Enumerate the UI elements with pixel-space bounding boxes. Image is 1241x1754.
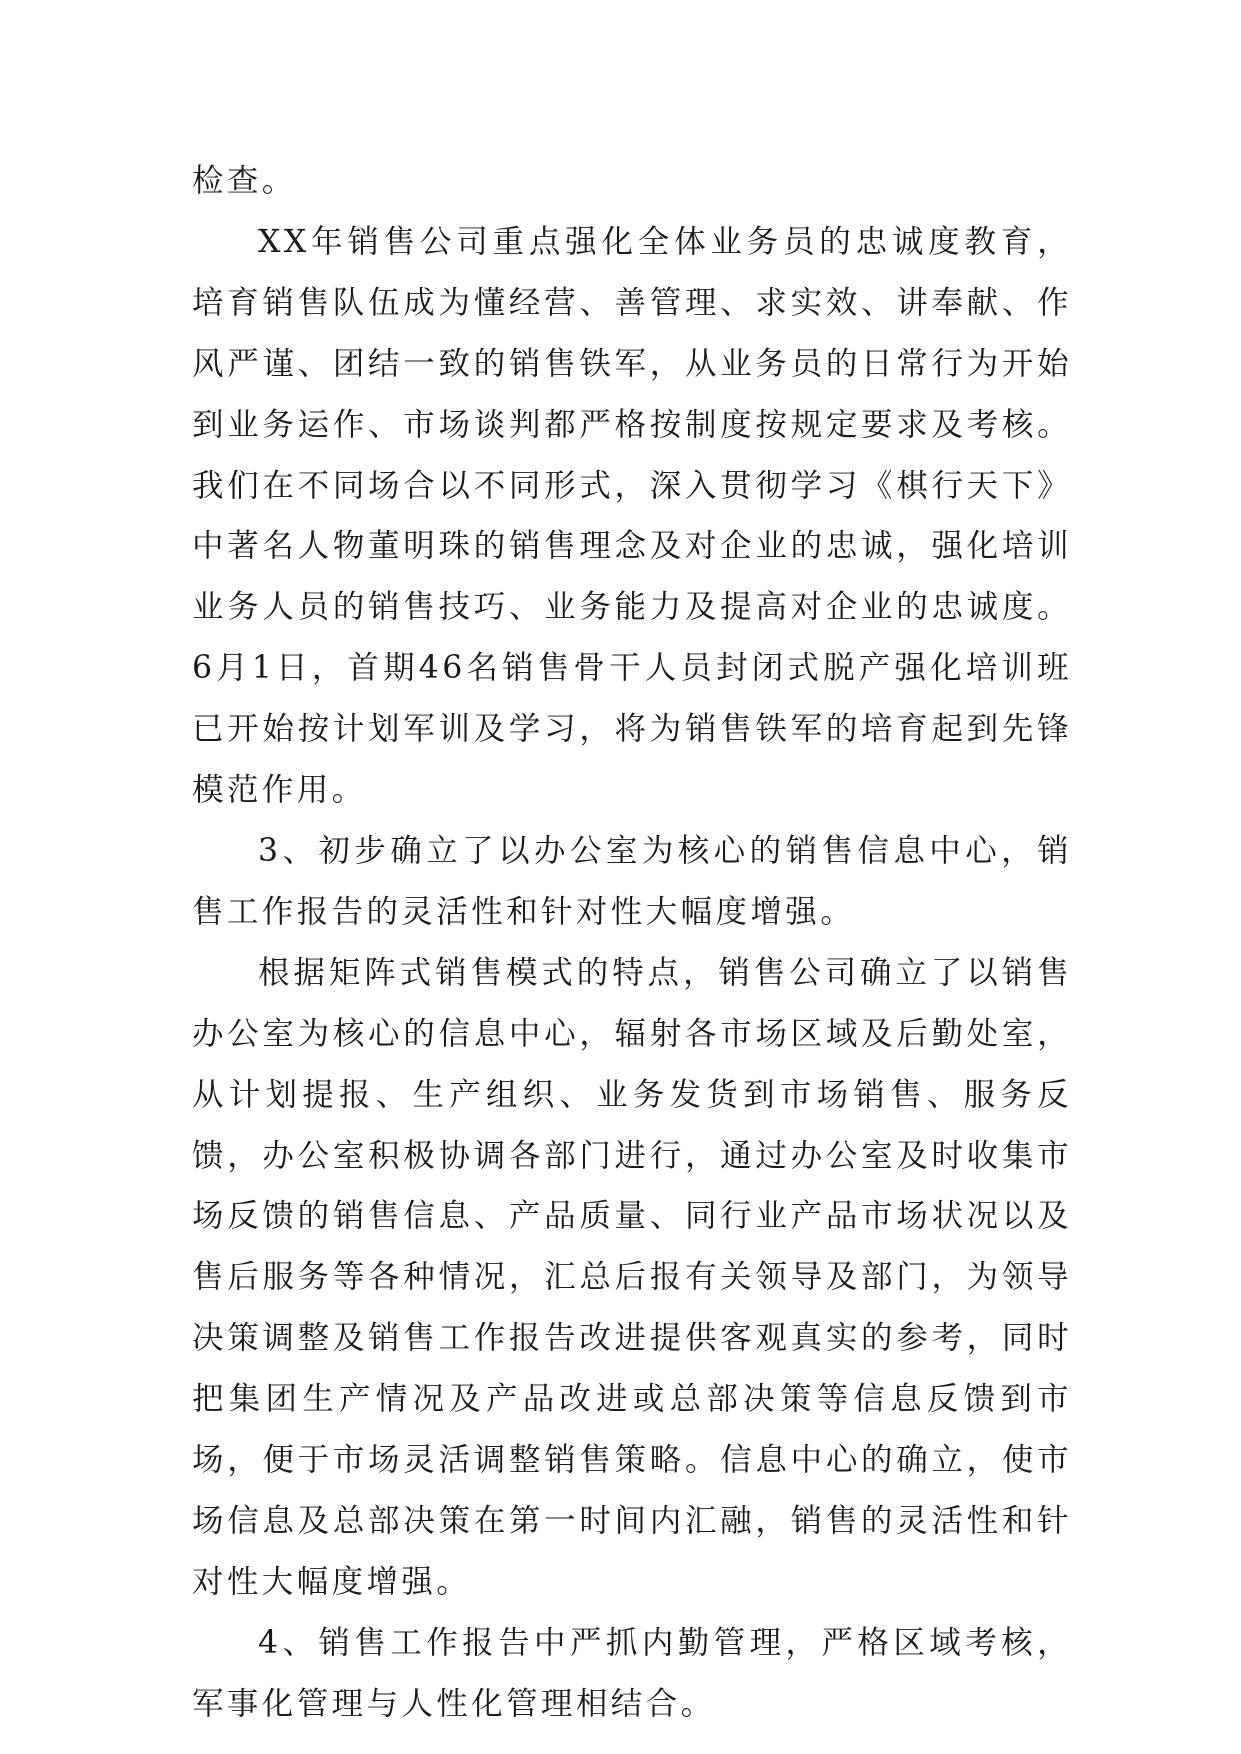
paragraph-heading-3: 3、初步确立了以办公室为核心的销售信息中心，销售工作报告的灵活性和针对性大幅度增强。: [192, 832, 1072, 930]
document-body: [192, 151, 1072, 1735]
paragraph-loyalty-training: XX年销售公司重点强化全体业务员的忠诚度教育，培育销售队伍成为懂经营、善管理、求实效、讲奉献、作风严谨、团结一致的销售铁军，从业务员的日常行为开始到业务运作、市场谈判都严格按制度按规定要求及考核。我们在不同场合以不同形式，深入贯彻学习《棋行天下》中著名人物董明珠的销售理念及对企业的忠诚，强化培训业务人员的销售技巧、业务能力及提高对企业的忠诚度。6月1日，首期46名销售骨干人员封闭式脱产强化培训班已开始按计划军训及学习，将为销售铁军的培育起到先锋模范作用。: [192, 223, 1072, 809]
paragraph-continuation: 检查。: [192, 163, 297, 199]
paragraph-heading-4: 4、销售工作报告中严抓内勤管理，严格区域考核，军事化管理与人性化管理相结合。: [192, 1624, 1072, 1722]
paragraph-info-center: 根据矩阵式销售模式的特点，销售公司确立了以销售办公室为核心的信息中心，辐射各市场区域及后勤处室，从计划提报、生产组织、业务发货到市场销售、服务反馈，办公室积极协调各部门进行，通过办公室及时收集市场反馈的销售信息、产品质量、同行业产品市场状况以及售后服务等各种情况，汇总后报有关领导及部门，为领导决策调整及销售工作报告改进提供客观真实的参考，同时把集团生产情况及产品改进或总部决策等信息反馈到市场，便于市场灵活调整销售策略。信息中心的确立，使市场信息及总部决策在第一时间内汇融，销售的灵活性和针对性大幅度增强。: [192, 954, 1072, 1600]
